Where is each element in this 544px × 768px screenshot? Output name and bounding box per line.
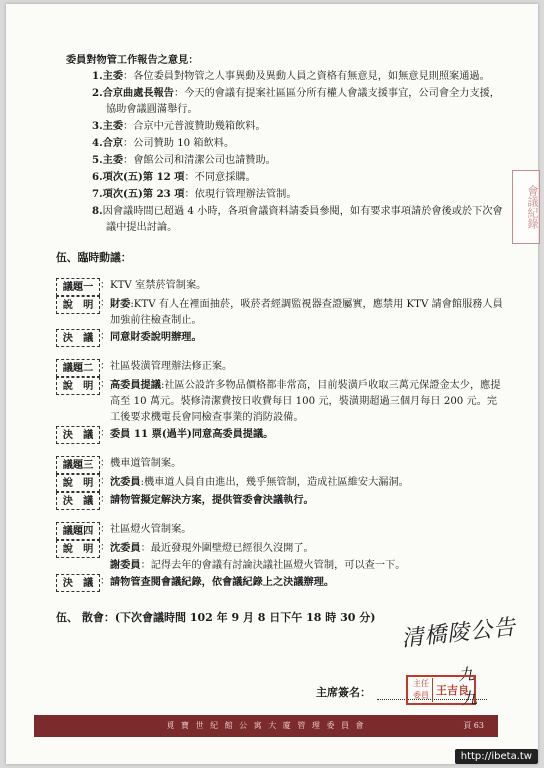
row-body [110, 540, 506, 574]
explain-paragraph [110, 296, 506, 329]
explain-speaker: 沈委員 [110, 476, 141, 488]
row-tag: 說 明 [56, 474, 100, 492]
motion-resolution: 同意財委說明辦理。 [110, 331, 202, 343]
item-text: ：公司贊助 10 箱飲料。 [123, 138, 235, 149]
item-speaker: 合京曲處長報告 [102, 87, 174, 99]
explain-speaker: 高委員提議 [110, 379, 161, 391]
row-colon: ： [100, 576, 111, 587]
row-colon: ： [100, 298, 111, 309]
row-tag: 決 議 [56, 426, 100, 444]
motion-block [56, 278, 506, 347]
item-text: ：合京中元普渡贊助幾箱飲料。 [123, 121, 266, 132]
item-text: ：不同意採購。 [184, 172, 256, 183]
item-number: 2. [92, 87, 103, 99]
row-colon: ： [100, 331, 111, 342]
seal-title-bottom: 委員 [413, 691, 429, 700]
row-body [110, 278, 506, 294]
opinion-item [92, 68, 506, 85]
row-body [110, 377, 506, 426]
item-text: ：各位委員對物管之人事異動及異動人員之資格有無意見，如無意見則照案通過。 [123, 71, 490, 82]
explain-paragraph [110, 474, 506, 491]
motion-title-row [56, 359, 506, 377]
row-colon: ： [100, 458, 111, 469]
motion-explain-row [56, 296, 506, 329]
explain-text: :社區公設許多物品價格都非常高，目前裝潢戶收取三萬元保證金太少，應提高至 10 萬元。裝修清潔費按日收費每日 100 元，裝潢期超過三個月每日 200 元。完工後要求機電長會同檢查事業的消防設備。 [110, 380, 501, 423]
opinion-item [92, 169, 506, 186]
explain-text: :機車道人員自由進出，幾乎無管制，造成社區維安大漏洞。 [140, 477, 409, 488]
opinion-item [92, 118, 506, 135]
chair-signature-label: 主席簽名： [316, 686, 371, 699]
opinion-item [92, 152, 506, 169]
site-watermark: http://ibeta.tw [455, 749, 538, 764]
seal-name: 王吉良 [436, 684, 469, 697]
motion-title: 社區燈火管制案。 [110, 524, 192, 535]
motion-block [56, 522, 506, 592]
motion-resolution: 委員 11 票(過半)同意高委員提議。 [110, 428, 274, 440]
row-tag: 說 明 [56, 540, 100, 558]
item-number: 7. [92, 188, 103, 200]
explain-text: :KTV 有人在裡面抽菸，吸菸者經調監視器查證屬實，應禁用 KTV 請會館服務人員加強前往檢查制止。 [110, 299, 503, 326]
handwritten-date-1: 九 [457, 664, 475, 685]
row-tag: 議題四 [56, 522, 100, 540]
motion-title: 機車道管制案。 [110, 458, 182, 469]
row-tag: 議題三 [56, 456, 100, 474]
item-speaker: 主委 [102, 120, 124, 132]
explain-speaker: 沈委員 [110, 542, 141, 554]
row-tag: 說 明 [56, 377, 100, 395]
row-tag: 決 議 [56, 492, 100, 510]
item-text: ：今天的會議有提案社區區分所有權人會議支援事宜，公司會全力支援，協助會議圓滿舉行。 [106, 88, 500, 115]
seal-title-top: 主任 [413, 679, 429, 688]
minutes-body [46, 52, 506, 626]
document-page [6, 4, 538, 764]
row-tag: 說 明 [56, 296, 100, 314]
side-stamp: 會議紀錄 [512, 170, 540, 244]
row-body [110, 492, 506, 509]
opinion-list [46, 68, 506, 236]
opinion-heading: 委員對物管工作報告之意見： [66, 54, 199, 66]
motion-title: KTV 室禁菸管制案。 [110, 280, 207, 291]
item-speaker: 主委 [102, 70, 124, 82]
handwritten-name: 清橋陵公告 [400, 615, 518, 652]
motion-title-row [56, 278, 506, 296]
item-speaker: 項次(五)第 12 項 [102, 171, 185, 183]
item-speaker: 合京 [102, 137, 124, 149]
explain-paragraph [110, 540, 506, 557]
footer-org-name: 覓 寶 世 紀 館 公 寓 大 廈 管 理 委 員 會 [166, 721, 366, 730]
row-colon: ： [100, 524, 111, 535]
page-number: 頁 63 [463, 721, 484, 730]
item-number: 8. [92, 205, 103, 217]
item-text: 因會議時間已超過 4 小時，各項會議資料請委員參閱，如有要求事項請於會後或於下次會議中提出討論。 [102, 206, 503, 233]
explain-text: ：記得去年的會議有討論決議社區燈火管制，可以查一下。 [140, 560, 406, 571]
row-colon: ： [100, 379, 111, 390]
row-body [110, 474, 506, 491]
explain-text: ：最近發現外圍壁燈已經很久沒開了。 [140, 543, 314, 554]
row-colon: ： [100, 361, 111, 372]
item-number: 4. [92, 137, 103, 149]
opinion-item [92, 203, 506, 236]
item-text: ：會館公司和清潔公司也請贊助。 [123, 155, 276, 166]
row-tag: 決 議 [56, 329, 100, 347]
item-number: 6. [92, 171, 103, 183]
row-body [110, 359, 506, 375]
motion-list [46, 278, 506, 592]
item-speaker: 主委 [102, 154, 124, 166]
explain-paragraph [110, 377, 506, 426]
row-tag: 議題一 [56, 278, 100, 296]
motion-explain-row [56, 474, 506, 492]
row-colon: ： [100, 542, 111, 553]
explain-speaker: 財委 [110, 298, 131, 310]
motion-resolve-row [56, 574, 506, 592]
motion-resolve-row [56, 426, 506, 444]
opinion-item [92, 135, 506, 152]
adjourn-line: 伍、 散會：(下次會議時間 102 年 9 月 8 日下午 18 時 30 分) [56, 611, 376, 624]
motion-explain-row [56, 377, 506, 426]
row-colon: ： [100, 476, 111, 487]
opinion-item [92, 186, 506, 203]
opinion-item [92, 85, 506, 118]
explain-speaker: 謝委員 [110, 559, 141, 571]
section-extempore-heading: 伍、臨時動議： [56, 251, 132, 264]
motion-resolve-row [56, 329, 506, 347]
motion-title: 社區裝潢管理辦法修正案。 [110, 361, 233, 372]
motion-block [56, 359, 506, 444]
row-colon: ： [100, 494, 111, 505]
item-speaker: 項次(五)第 23 項 [102, 188, 185, 200]
row-body [110, 329, 506, 346]
row-body [110, 522, 506, 538]
motion-explain-row [56, 540, 506, 574]
row-body [110, 296, 506, 329]
row-body [110, 574, 506, 591]
motion-block [56, 456, 506, 510]
row-body [110, 426, 506, 443]
item-number: 1. [92, 70, 103, 82]
row-body [110, 456, 506, 472]
motion-resolution: 請物管查閱會議紀錄，依會議紀錄上之決議辦理。 [110, 576, 335, 588]
row-colon: ： [100, 428, 111, 439]
row-tag: 議題二 [56, 359, 100, 377]
item-number: 5. [92, 154, 103, 166]
motion-title-row [56, 522, 506, 540]
handwritten-date-2: 九 [460, 688, 478, 709]
motion-resolution: 請物管擬定解決方案，提供管委會決議執行。 [110, 494, 314, 506]
motion-title-row [56, 456, 506, 474]
row-colon: ： [100, 280, 111, 291]
item-text: ：依現行管理辦法管制。 [184, 189, 297, 200]
row-tag: 決 議 [56, 574, 100, 592]
explain-paragraph [110, 557, 506, 574]
page-footer [34, 715, 498, 737]
seal-title [410, 678, 433, 702]
motion-resolve-row [56, 492, 506, 510]
item-number: 3. [92, 120, 103, 132]
